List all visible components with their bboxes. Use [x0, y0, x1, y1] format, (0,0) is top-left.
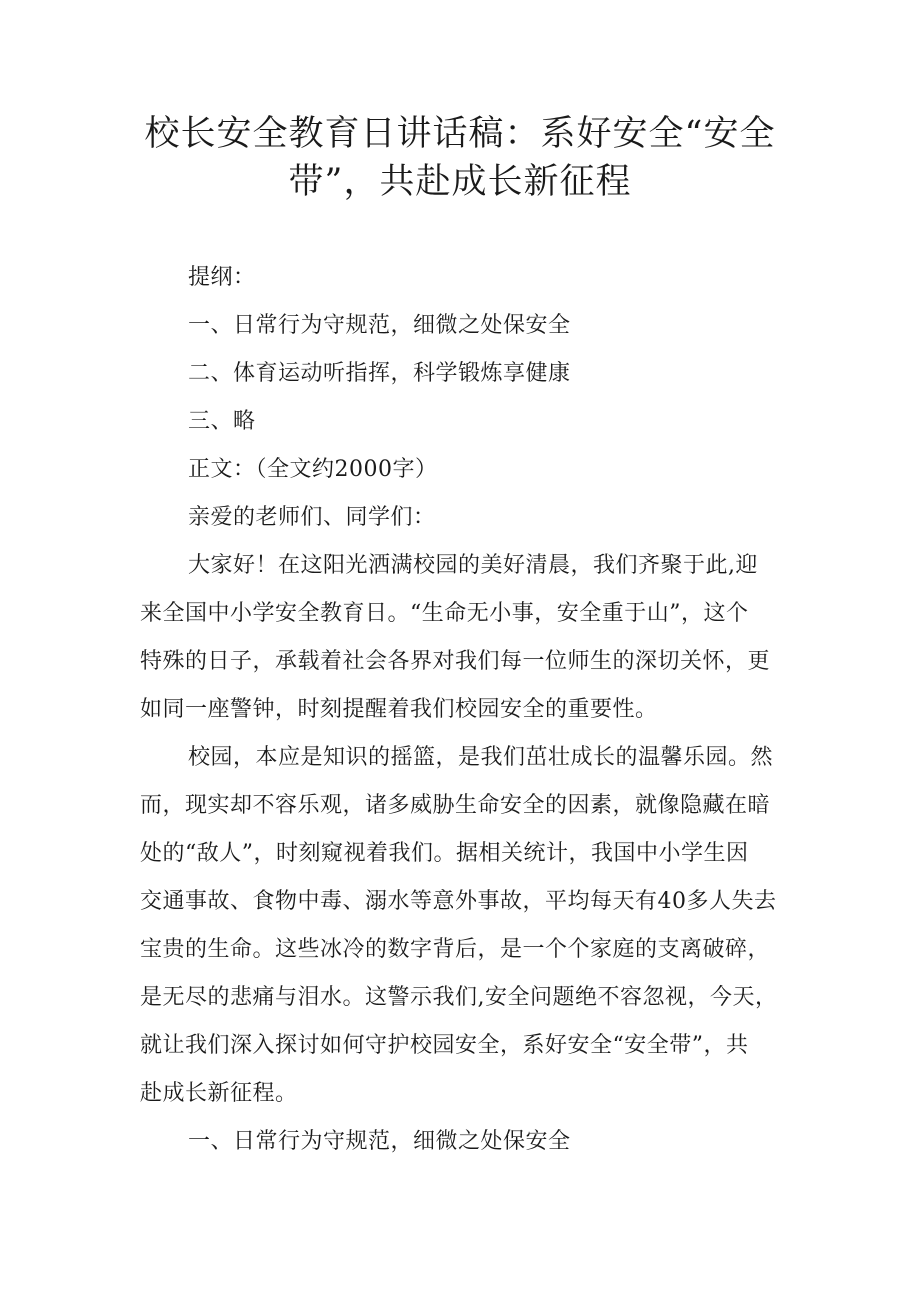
title-line-1: 校长安全教育日讲话稿：系好安全“安全 — [144, 114, 776, 154]
document-title — [140, 110, 780, 206]
paragraph-2-line: 是无尽的悲痛与泪水。这警示我们,安全问题绝不容忽视，今天， — [140, 985, 778, 1010]
paragraph-2-line: 宝贵的生命。这些冰冷的数字背后，是一个个家庭的支离破碎， — [140, 937, 771, 962]
section-1-heading: 一、日常行为守规范，细微之处保安全 — [188, 1129, 571, 1154]
greeting: 亲爱的老师们、同学们： — [188, 505, 436, 530]
paragraph-2-line: 就让我们深入探讨如何守护校园安全，系好安全“安全带”，共 — [140, 1033, 749, 1058]
body-label: 正文：（全文约2000字） — [188, 457, 438, 482]
paragraph-1-line: 特殊的日子，承载着社会各界对我们每一位师生的深切关怀，更 — [140, 649, 771, 674]
paragraph-1-line: 如同一座警钟，时刻提醒着我们校园安全的重要性。 — [140, 697, 658, 722]
title-line-2: 带”，共赴成长新征程 — [288, 162, 632, 202]
paragraph-2-line: 处的“敌人”，时刻窥视着我们。据相关统计，我国中小学生因 — [140, 841, 749, 866]
outline-item-2: 二、体育运动听指挥，科学锻炼享健康 — [188, 361, 571, 386]
paragraph-2-line: 交通事故、食物中毒、溺水等意外事故，平均每天有40多人失去 — [140, 889, 777, 914]
document-body — [140, 254, 785, 1166]
paragraph-2-line: 赴成长新征程。 — [140, 1081, 298, 1106]
paragraph-2 — [140, 734, 785, 1118]
paragraph-1 — [140, 542, 785, 734]
paragraph-2-line: 而，现实却不容乐观，诸多威胁生命安全的因素，就像隐藏在暗 — [140, 793, 771, 818]
outline-label: 提纲： — [188, 265, 256, 290]
paragraph-1-line: 大家好！在这阳光洒满校园的美好清晨，我们齐聚于此,迎 — [188, 553, 758, 578]
outline-item-1: 一、日常行为守规范，细微之处保安全 — [188, 313, 571, 338]
paragraph-2-line: 校园，本应是知识的摇篮，是我们茁壮成长的温馨乐园。然 — [188, 745, 774, 770]
outline-item-3: 三、略 — [188, 409, 256, 434]
paragraph-1-line: 来全国中小学安全教育日。“生命无小事，安全重于山”，这个 — [140, 601, 749, 626]
